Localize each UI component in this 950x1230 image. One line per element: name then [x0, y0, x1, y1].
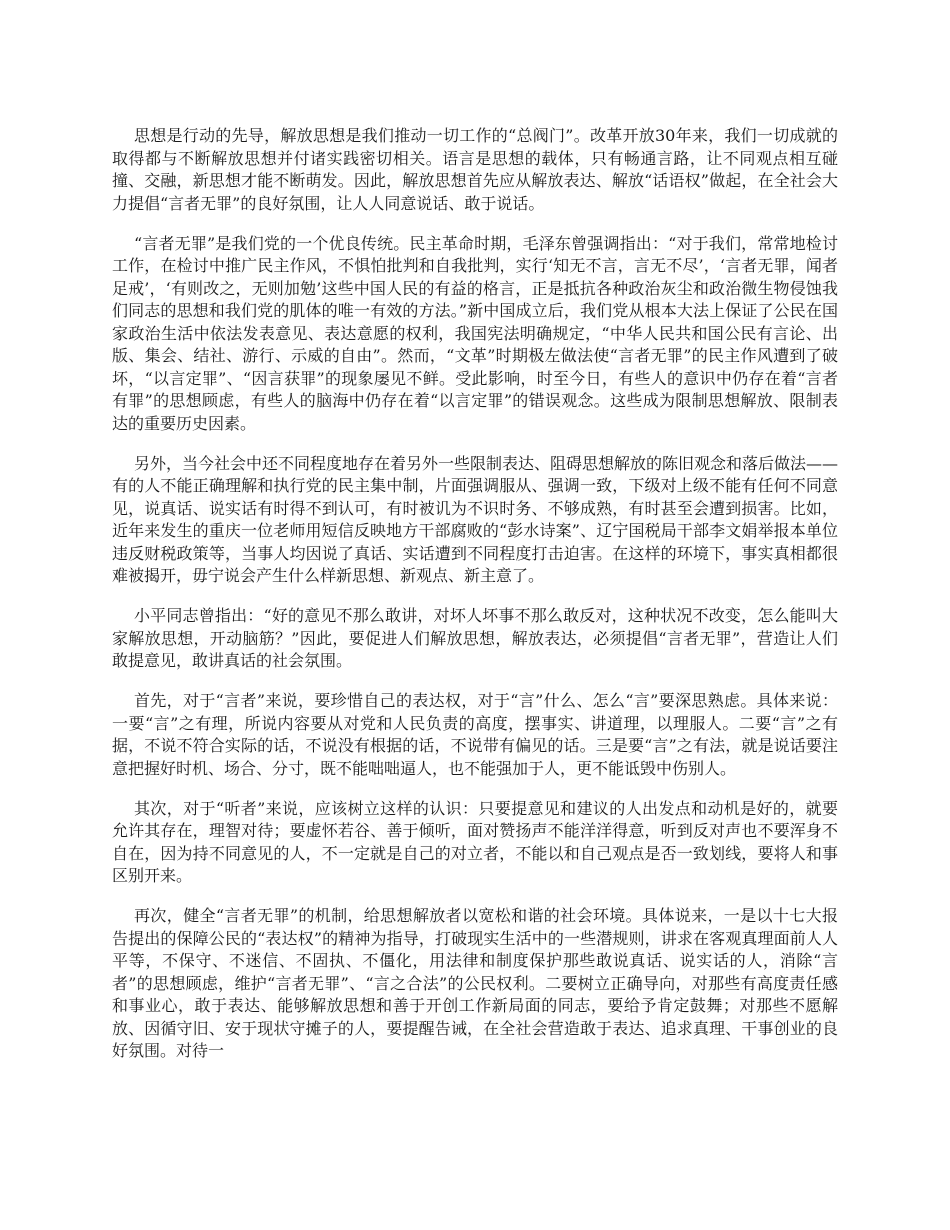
paragraph-1: 思想是行动的先导，解放思想是我们推动一切工作的“总阀门”。改革开放30年来，我们一切成就的取得都与不断解放思想并付诸实践密切相关。语言是思想的载体，只有畅通言路，让不同观点相互碰撞、交融，新思想才能不断萌发。因此，解放思想首先应从解放表达、解放“话语权”做起，在全社会大力提倡“言者无罪”的良好氛围，让人人同意说话、敢于说话。 — [112, 126, 838, 213]
paragraph-7: 再次，健全“言者无罪”的机制，给思想解放者以宽松和谐的社会环境。具体说来，一是以十七大报告提出的保障公民的“表达权”的精神为指导，打破现实生活中的一些潜规则，讲求在客观真理面前人人平等，不保守、不迷信、不固执、不僵化，用法律和制度保护那些敢说真话、说实话的人，消除“言者”的思想顾虑，维护“言者无罪”、“言之合法”的公民权利。二要树立正确导向，对那些有高度责任感和事业心，敢于表达、能够解放思想和善于开创工作新局面的同志，要给予肯定鼓舞；对那些不愿解放、因循守旧、安于现状守摊子的人，要提醒告诫，在全社会营造敢于表达、追求真理、干事创业的良好氛围。对待一 — [112, 906, 838, 1060]
paragraph-6: 其次，对于“听者”来说，应该树立这样的认识：只要提意见和建议的人出发点和动机是好的，就要允许其存在，理智对待；要虚怀若谷、善于倾听，面对赞扬声不能洋洋得意，听到反对声也不要浑身不自在，因为持不同意见的人，不一定就是自己的对立者，不能以和自己观点是否一致划线，要将人和事区别开来。 — [112, 798, 838, 885]
document-body — [112, 125, 838, 1080]
paragraph-3: 另外，当今社会中还不同程度地存在着另外一些限制表达、阻碍思想解放的陈旧观念和落后做法——有的人不能正确理解和执行党的民主集中制，片面强调服从、强调一致，下级对上级不能有任何不同意见，说真话、说实话有时得不到认可，有时被讥为不识时务、不够成熟，有时甚至会遭到损害。比如，近年来发生的重庆一位老师用短信反映地方干部腐败的“彭水诗案”、辽宁国税局干部李文娟举报本单位违反财税政策等，当事人均因说了真话、实话遭到不同程度打击迫害。在这样的环境下，事实真相都很难被揭开，毋宁说会产生什么样新思想、新观点、新主意了。 — [112, 453, 839, 585]
paragraph-2: “言者无罪”是我们党的一个优良传统。民主革命时期，毛泽东曾强调指出：“对于我们，常常地检讨工作，在检讨中推广民主作风，不惧怕批判和自我批判，实行‘知无不言，言无不尽’，‘言者无罪，闻者足戒’，‘有则改之，无则加勉’这些中国人民的有益的格言，正是抵抗各种政治灰尘和政治微生物侵蚀我们同志的思想和我们党的肌体的唯一有效的方法。”新中国成立后，我们党从根本大法上保证了公民在国家政治生活中依法发表意见、表达意愿的权利，我国宪法明确规定，“中华人民共和国公民有言论、出版、集会、结社、游行、示威的自由”。然而，“文革”时期极左做法使“言者无罪”的民主作风遭到了破坏，“以言定罪”、“因言获罪”的现象屡见不鲜。受此影响，时至今日，有些人的意识中仍存在着“言者有罪”的思想顾虑，有些人的脑海中仍存在着“以言定罪”的错误观念。这些成为限制思想解放、限制表达的重要历史因素。 — [112, 233, 838, 433]
paragraph-4: 小平同志曾指出：“好的意见不那么敢讲，对坏人坏事不那么敢反对，这种状况不改变，怎么能叫大家解放思想，开动脑筋？”因此，要促进人们解放思想，解放表达，必须提倡“言者无罪”，营造让人们敢提意见，敢讲真话的社会氛围。 — [112, 606, 838, 670]
paragraph-5: 首先，对于“言者”来说，要珍惜自己的表达权，对于“言”什么、怎么“言”要深思熟虑。具体来说：一要“言”之有理，所说内容要从对党和人民负责的高度，摆事实、讲道理，以理服人。二要“言”之有据，不说不符合实际的话，不说没有根据的话，不说带有偏见的话。三是要“言”之有法，就是说话要注意把握好时机、场合、分寸，既不能咄咄逼人，也不能强加于人，更不能诋毁中伤别人。 — [112, 691, 838, 778]
